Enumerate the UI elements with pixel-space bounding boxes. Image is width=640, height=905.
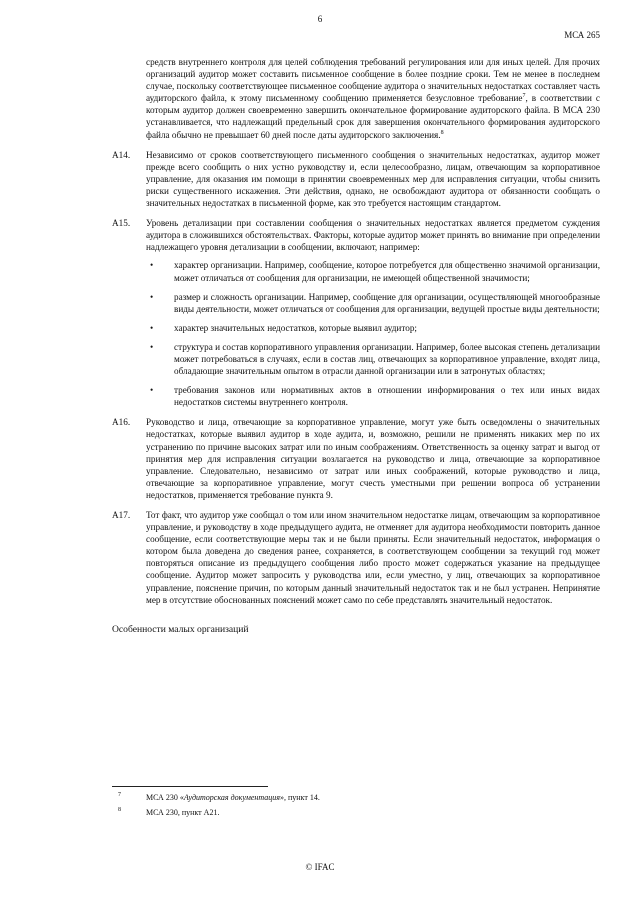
footnote-number: 7 xyxy=(118,792,121,798)
list-item xyxy=(146,291,600,315)
footnote-suffix: », пункт 14. xyxy=(279,793,320,802)
continuation-paragraph xyxy=(146,56,600,141)
footnote-prefix: МСА 230 « xyxy=(146,793,184,802)
paragraph-a14 xyxy=(112,149,600,209)
footnote-number: 8 xyxy=(118,807,121,813)
paragraph-text: Независимо от сроков соответствующего письменного сообщения о значительных недостатках, аудитор может прежде всего сообщить о них устно руководству и, если целесообразно, лицам, отвечающим за корпоративное управление, для оказания им помощи в принятии своевременных мер для исправления ситуации, чтобы снизить риски существенного искажения. Эти действия, однако, не освобождают аудитора от обязанности сообщать о значительных недостатках в письменной форме, как это требуется настоящим стандартом. xyxy=(146,149,600,209)
section-subheading: Особенности малых организаций xyxy=(112,623,249,635)
list-item-text: структура и состав корпоративного управления организации. Например, более высокая степень детализации может потребоваться в случаях, если в состав лиц, отвечающих за корпоративное управление, входят лица, обладающие значительным опытом в отрасли данной организации или в затронутых областях; xyxy=(174,341,600,377)
continuation-text: средств внутреннего контроля для целей соблюдения требований регулирования или для иных целей. Для прочих организаций аудитор может составить письменное сообщение в более поздние сроки. Тем не менее в последнем случае, поскольку соответствующее письменное сообщение аудитора о значительных недостатках составляет часть аудиторского файла, к этому письменному сообщению применяется безусловное требование xyxy=(146,57,600,104)
list-item xyxy=(146,322,600,334)
copyright-footer: © IFAC xyxy=(305,862,335,872)
paragraph-text: Руководство и лица, отвечающие за корпоративное управление, могут уже быть осведомлены о значительных недостатках, которые выявил аудитор в ходе аудита, и, возможно, решили не применять никаких мер по их устранению по причине высоких затрат или по иным соображениям. Ответственность за оценку затрат и выгод от принятия мер для исправления ситуации возлагается на руководство и лица, отвечающие за корпоративное управление. Следовательно, независимо от затрат или иных соображений, которые руководство и лица, отвечающие за корпоративное управление, могут счесть уместными при решении вопроса об устранении недостатков, применяется требование пункта 9. xyxy=(146,417,600,500)
factor-list xyxy=(146,259,600,408)
footnote-ref-7[interactable]: 7 xyxy=(522,93,526,100)
footnotes xyxy=(112,792,600,822)
footnote-7 xyxy=(112,792,600,803)
footnote-8 xyxy=(112,807,600,818)
running-header: МСА 265 xyxy=(564,30,600,40)
list-item-text: характер организации. Например, сообщение, которое потребуется для общественно значимой организации, может отличаться от сообщения для организации, не имеющей общественной значимости; xyxy=(174,260,600,283)
list-item xyxy=(146,341,600,377)
list-item-text: требования законов или нормативных актов в отношении информирования о тех или иных видах недостатков системы внутреннего контроля. xyxy=(174,385,600,408)
paragraph-text: Тот факт, что аудитор уже сообщал о том или ином значительном недостатке лицам, отвечающим за корпоративное управление, и руководству в ходе предыдущего аудита, не отменяет для аудитора необходимости повторить данное сообщение, если соответствующие меры так и не были приняты. Если значительный недостаток, информация о котором была доведена до сведения ранее, сохраняется, в соответствующем сообщении за текущий год может повторяться описание из предыдущего сообщения либо просто может содержаться указание на предыдущее сообщение. Аудитор может запросить у руководства или, если уместно, у лиц, отвечающих за корпоративное управление, пояснение причин, по которым данный значительный недостаток так и не был устранен. Непринятие мер в отсутствие обоснованных пояснений может само по себе представлять значительный недостаток. xyxy=(146,510,600,605)
footnote-ref-8[interactable]: 8 xyxy=(440,129,444,136)
paragraph-a15 xyxy=(112,217,600,408)
bullet-icon: • xyxy=(150,291,154,302)
paragraph-number: A17. xyxy=(112,510,131,520)
list-item-text: размер и сложность организации. Например, сообщение для организации, осуществляющей многообразные виды деятельности, может отличаться от сообщения для организации, ведущей простые виды деятельности; xyxy=(174,291,600,314)
page-number: 6 xyxy=(317,14,323,24)
list-item-text: характер значительных недостатков, которые выявил аудитор; xyxy=(174,322,417,333)
footnote-title: Аудиторская документация xyxy=(183,793,280,802)
list-item xyxy=(146,384,600,408)
footnote-divider xyxy=(112,786,268,787)
paragraph-number: A16. xyxy=(112,417,131,428)
main-content xyxy=(112,56,600,636)
paragraph-number: A15. xyxy=(112,218,131,229)
bullet-icon: • xyxy=(150,385,154,396)
list-item xyxy=(146,259,600,283)
bullet-icon: • xyxy=(150,260,154,271)
bullet-icon: • xyxy=(150,322,154,333)
bullet-icon: • xyxy=(150,341,154,352)
continuation-text-mid: , в соответствии с которым аудитор должен своевременно завершить окончательное формирование аудиторского файла. В МСА 230 устанавливается, что надлежащий предельный срок для завершения окончательного формирования аудиторского файла обычно не превышает 60 дней после даты аудиторского заключения. xyxy=(146,93,600,140)
paragraph-text: Уровень детализации при составлении сообщения о значительных недостатках является предметом суждения аудитора в сложившихся обстоятельствах. Факторы, которые аудитор может принять во внимание при определении надлежащего уровня детализации в сообщении, включают, например: xyxy=(146,218,600,253)
footnote-prefix: МСА 230, пункт A21. xyxy=(146,808,220,817)
paragraph-a17 xyxy=(112,509,600,606)
paragraph-number: A14. xyxy=(112,149,131,160)
paragraph-a16 xyxy=(112,416,600,501)
